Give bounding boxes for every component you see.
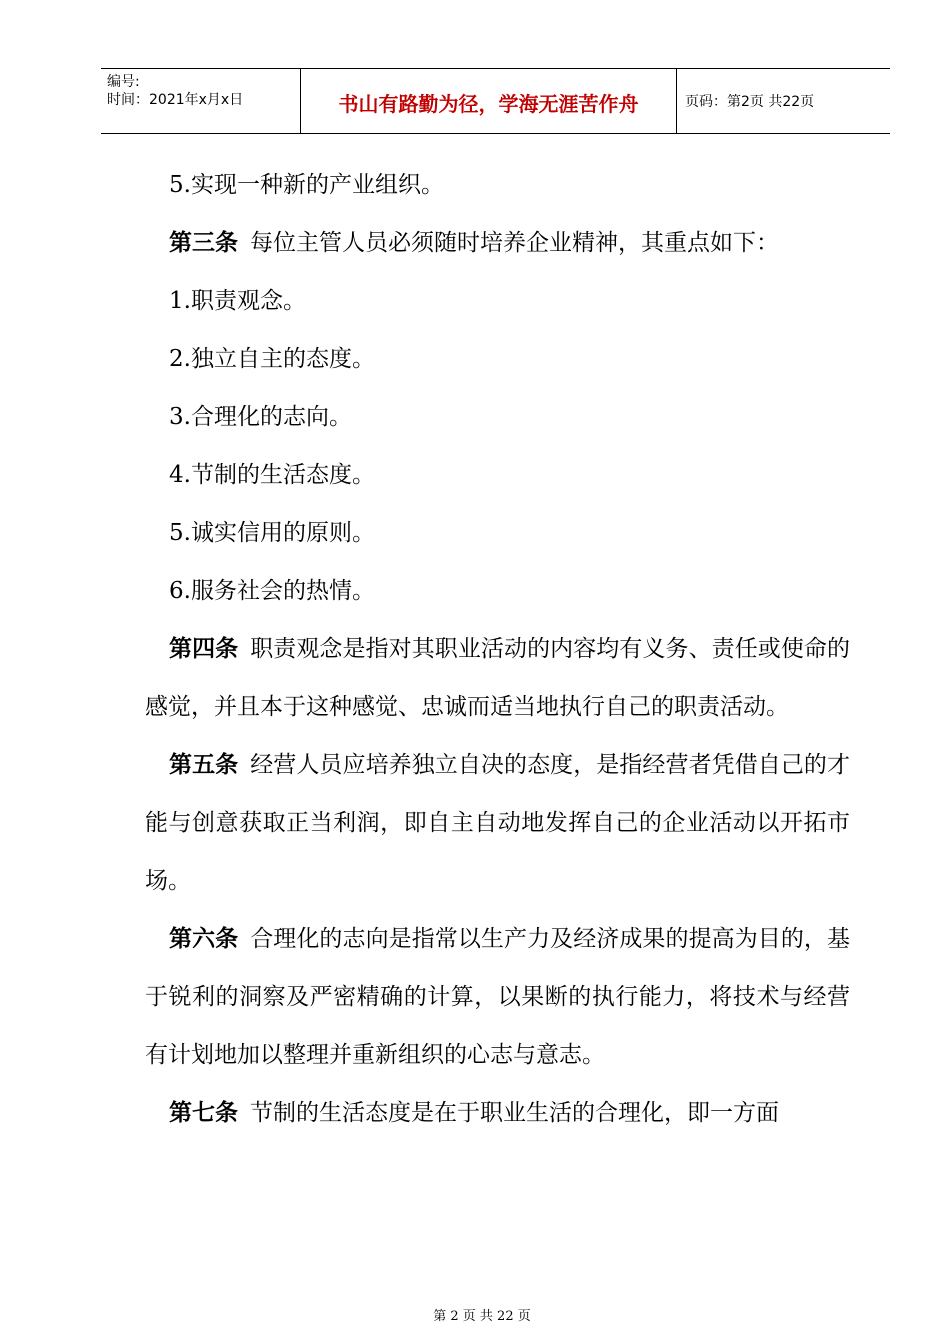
paragraph-text: 1.职责观念。 (169, 288, 306, 314)
paragraph (145, 562, 850, 620)
paragraph (145, 272, 850, 330)
paragraph (145, 388, 850, 446)
paragraph-text: 5.诚实信用的原则。 (169, 520, 375, 546)
paragraph (145, 504, 850, 562)
document-time-label: 时间：2021年x月x日 (107, 92, 244, 108)
paragraph-text: 职责观念是指对其职业活动的内容均有义务、责任或使命的感觉，并且本于这种感觉、忠诚而适当地执行自己的职责活动。 (145, 636, 851, 720)
article-title: 第四条 (169, 636, 239, 662)
paragraph-text: 合理化的志向是指常以生产力及经济成果的提高为目的，基于锐利的洞察及严密精确的计算，以果断的执行能力，将技术与经营有计划地加以整理并重新组织的心志与意志。 (145, 926, 851, 1068)
paragraph-text: 2.独立自主的态度。 (169, 346, 375, 372)
paragraph (145, 620, 850, 736)
page-footer: 第 2 页 共 22 页 (433, 1309, 531, 1324)
header-meta (101, 69, 301, 133)
article-title: 第三条 (169, 230, 238, 256)
paragraph (145, 330, 850, 388)
paragraph-text: 每位主管人员必须随时培养企业精神，其重点如下： (250, 230, 779, 256)
header-page-label: 页码：第2页 共22页 (685, 94, 815, 110)
paragraph (145, 1084, 850, 1142)
paragraph-text: 4.节制的生活态度。 (169, 462, 375, 488)
paragraph-text: 5.实现一种新的产业组织。 (169, 172, 444, 198)
paragraph (145, 910, 850, 1084)
paragraph (145, 214, 850, 272)
article-title: 第七条 (169, 1100, 238, 1126)
paragraph (145, 156, 850, 214)
paragraph-text: 6.服务社会的热情。 (169, 578, 375, 604)
paragraph-text: 节制的生活态度是在于职业生活的合理化，即一方面 (250, 1100, 779, 1126)
paragraph-text: 3.合理化的志向。 (169, 404, 352, 430)
paragraph-text: 经营人员应培养独立自决的态度，是指经营者凭借自己的才能与创意获取正当利润，即自主自动地发挥自己的企业活动以开拓市场。 (145, 752, 851, 894)
document-body (145, 156, 850, 1142)
page-header (101, 68, 890, 134)
paragraph (145, 736, 850, 910)
paragraph (145, 446, 850, 504)
article-title: 第六条 (169, 926, 239, 952)
header-motto: 书山有路勤为径，学海无涯苦作舟 (301, 69, 677, 133)
article-title: 第五条 (169, 752, 239, 778)
document-number-label: 编号: (107, 74, 140, 90)
